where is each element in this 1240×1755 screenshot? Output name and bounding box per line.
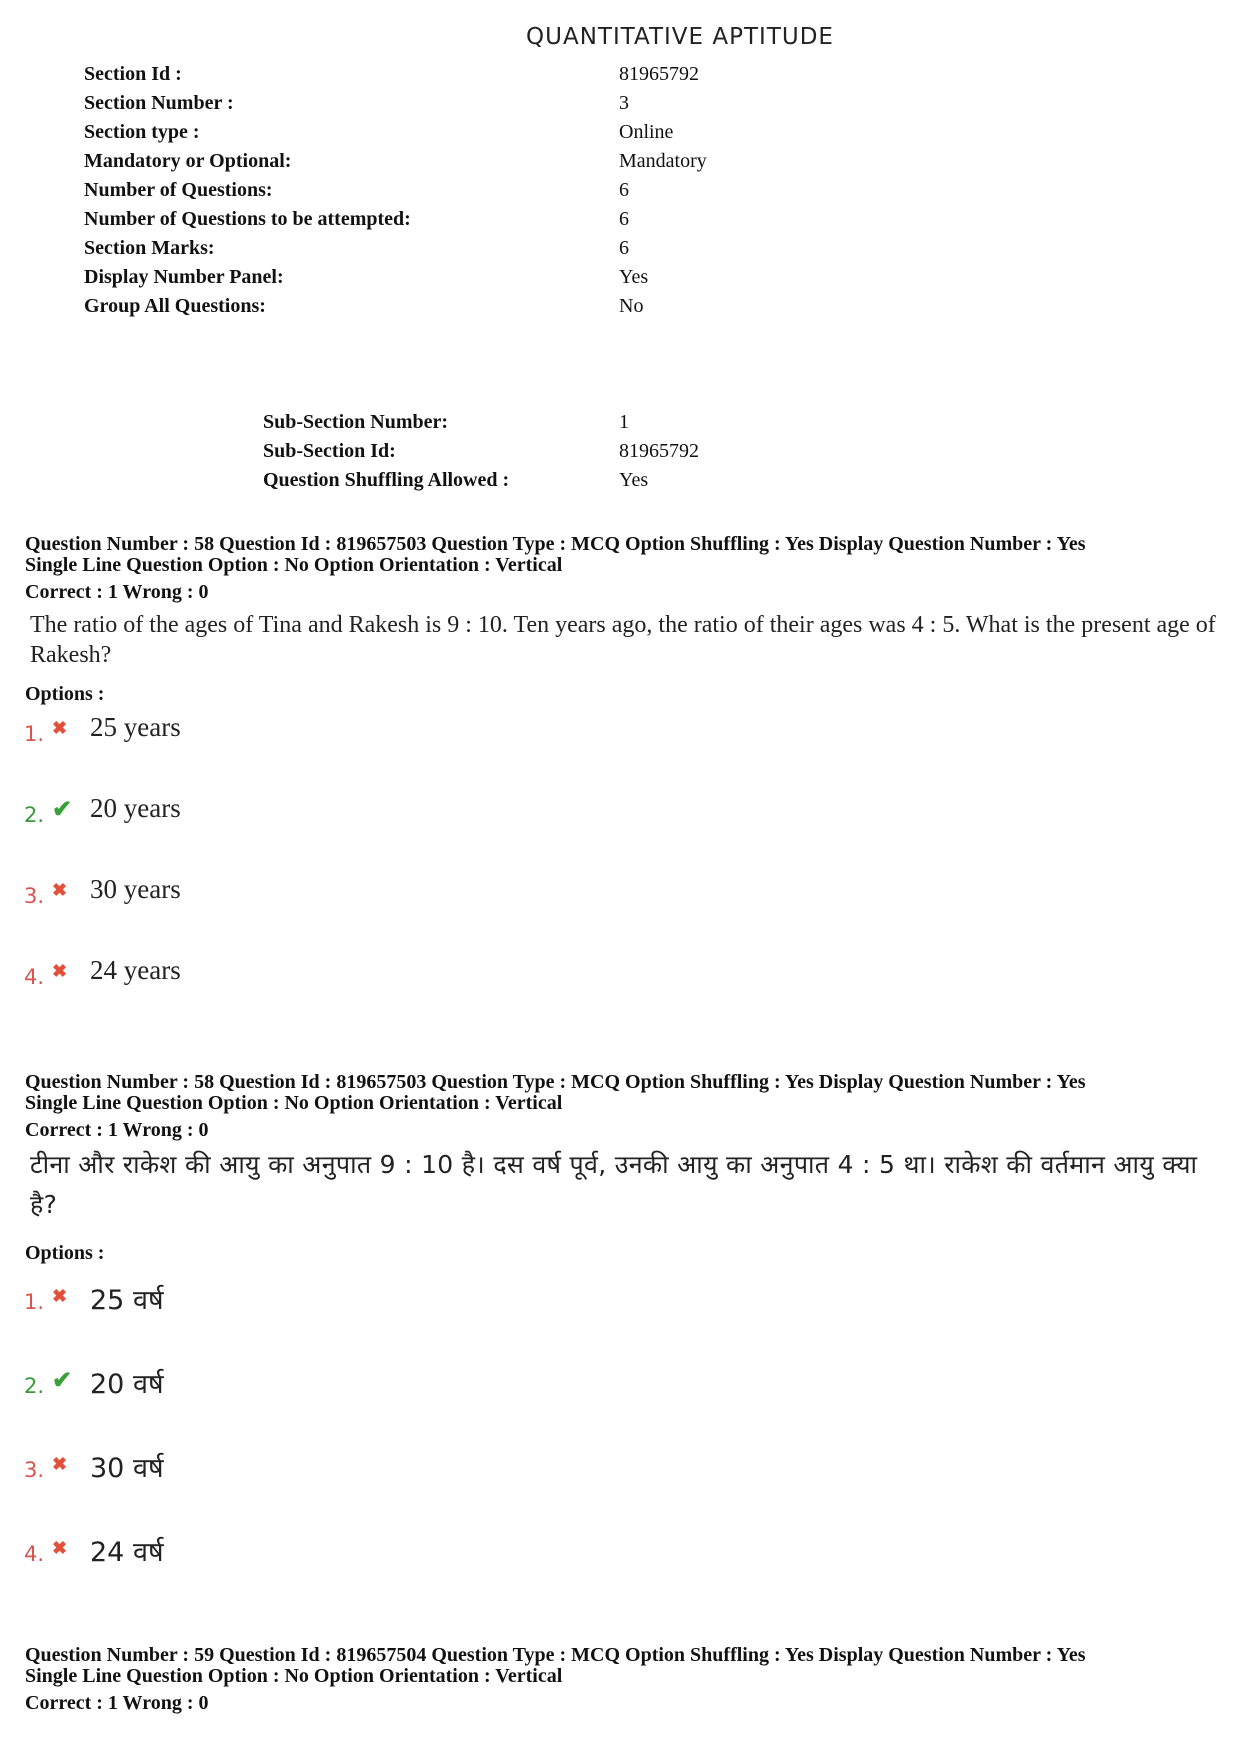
cross-icon: ✖ <box>52 880 68 900</box>
question-meta-line: Question Number : 58 Question Id : 819657503 Question Type : MCQ Option Shuffling : Yes Display Question Number : Yes <box>25 533 1086 555</box>
field-value: 6 <box>619 208 629 230</box>
option-text: 25 years <box>90 712 181 742</box>
question-text: The ratio of the ages of Tina and Rakesh is 9 : 10. Ten years ago, the ratio of their ages was 4 : 5. What is the present age of Rakesh? <box>30 612 1216 668</box>
section-row <box>84 147 1084 176</box>
options-label: Options : <box>25 683 105 705</box>
option-text: 20 years <box>90 793 181 823</box>
section-info <box>84 60 1084 321</box>
subsection-row <box>263 408 963 437</box>
field-value: 3 <box>619 92 629 114</box>
question-meta <box>25 1645 1085 1714</box>
cross-icon: ✖ <box>52 1286 68 1306</box>
question-meta <box>25 534 1085 603</box>
option-text: 25 वर्ष <box>90 1285 164 1316</box>
option-text: 20 वर्ष <box>90 1369 164 1400</box>
subsection-row <box>263 437 963 466</box>
field-label: Sub-Section Id: <box>263 440 396 462</box>
field-label: Number of Questions to be attempted: <box>84 208 411 230</box>
field-value: 81965792 <box>619 440 699 462</box>
field-value: Online <box>619 121 674 143</box>
question-meta-line: Question Number : 59 Question Id : 819657504 Question Type : MCQ Option Shuffling : Yes Display Question Number : Yes <box>25 1644 1086 1666</box>
section-row <box>84 205 1084 234</box>
options-label: Options : <box>25 1242 105 1264</box>
option-text: 24 years <box>90 955 181 985</box>
option-number: 2. <box>24 803 45 827</box>
section-row <box>84 60 1084 89</box>
check-icon: ✔ <box>52 1368 73 1394</box>
question-marks: Correct : 1 Wrong : 0 <box>25 1692 209 1714</box>
field-label: Section Marks: <box>84 237 215 259</box>
field-label: Question Shuffling Allowed : <box>263 469 510 491</box>
option-text: 24 वर्ष <box>90 1537 164 1568</box>
subsection-info <box>263 408 963 495</box>
field-label: Mandatory or Optional: <box>84 150 292 172</box>
option-number: 1. <box>24 722 45 746</box>
option-number: 4. <box>24 965 45 989</box>
option-number: 3. <box>24 884 45 908</box>
field-value: 1 <box>619 411 629 433</box>
field-value: 81965792 <box>619 63 699 85</box>
question-meta <box>25 1072 1085 1141</box>
field-value: Yes <box>619 266 649 288</box>
page-title: QUANTITATIVE APTITUDE <box>526 24 834 50</box>
field-label: Display Number Panel: <box>84 266 284 288</box>
question-meta-line: Question Number : 58 Question Id : 819657503 Question Type : MCQ Option Shuffling : Yes Display Question Number : Yes <box>25 1071 1086 1093</box>
field-label: Section type : <box>84 121 200 143</box>
field-label: Section Id : <box>84 63 182 85</box>
field-value: No <box>619 295 644 317</box>
question-meta-line: Single Line Question Option : No Option Orientation : Vertical <box>25 1092 563 1114</box>
option-text: 30 वर्ष <box>90 1453 164 1484</box>
field-label: Sub-Section Number: <box>263 411 449 433</box>
question-marks: Correct : 1 Wrong : 0 <box>25 1119 209 1141</box>
cross-icon: ✖ <box>52 718 68 738</box>
field-value: 6 <box>619 179 629 201</box>
question-meta-line: Single Line Question Option : No Option Orientation : Vertical <box>25 554 563 576</box>
cross-icon: ✖ <box>52 961 68 981</box>
field-label: Number of Questions: <box>84 179 273 201</box>
cross-icon: ✖ <box>52 1538 68 1558</box>
option-number: 2. <box>24 1374 45 1398</box>
option-number: 4. <box>24 1542 45 1566</box>
question-meta-line: Single Line Question Option : No Option Orientation : Vertical <box>25 1665 563 1687</box>
field-value: Mandatory <box>619 150 707 172</box>
option-number: 1. <box>24 1290 45 1314</box>
field-value: 6 <box>619 237 629 259</box>
section-row <box>84 263 1084 292</box>
field-value: Yes <box>619 469 649 491</box>
option-text: 30 years <box>90 874 181 904</box>
section-row <box>84 234 1084 263</box>
subsection-row <box>263 466 963 495</box>
question-text: टीना और राकेश की आयु का अनुपात 9 : 10 है। दस वर्ष पूर्व, उनकी आयु का अनुपात 4 : 5 था। राकेश की वर्तमान आयु क्या है? <box>30 1150 1198 1219</box>
section-row <box>84 292 1084 321</box>
option-number: 3. <box>24 1458 45 1482</box>
cross-icon: ✖ <box>52 1454 68 1474</box>
section-row <box>84 176 1084 205</box>
section-row <box>84 89 1084 118</box>
check-icon: ✔ <box>52 797 73 823</box>
field-label: Section Number : <box>84 92 234 114</box>
field-label: Group All Questions: <box>84 295 266 317</box>
question-marks: Correct : 1 Wrong : 0 <box>25 581 209 603</box>
section-row <box>84 118 1084 147</box>
